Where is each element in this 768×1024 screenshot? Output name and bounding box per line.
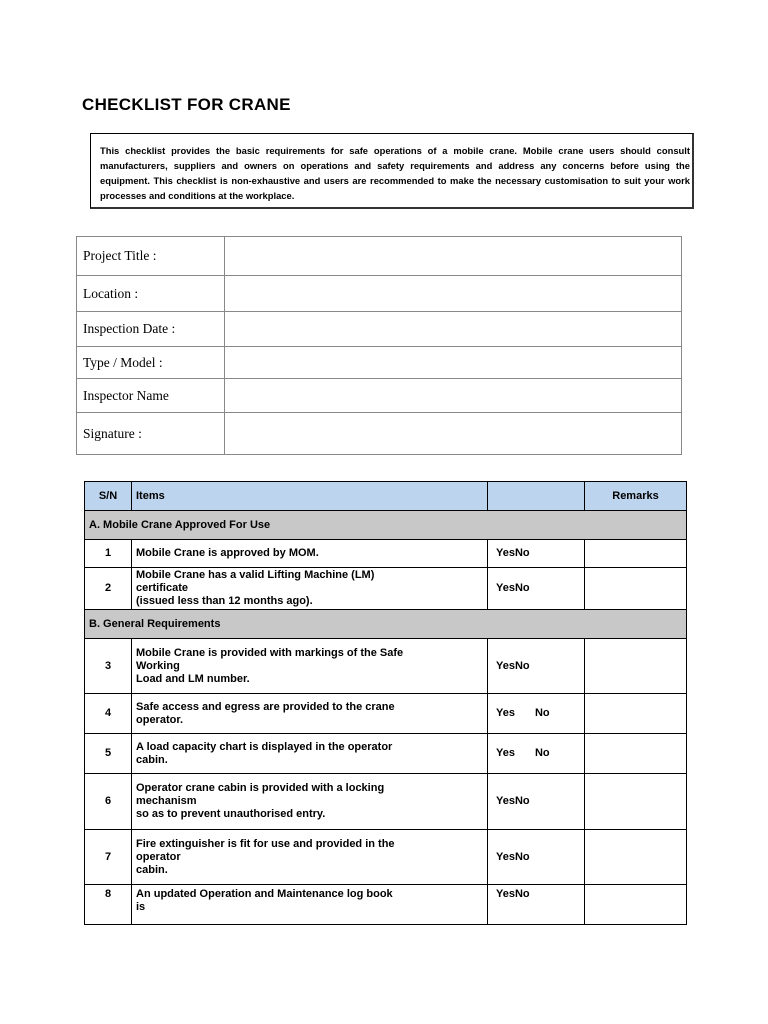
item-line: Fire extinguisher is fit for use and provided in the [136, 837, 395, 850]
row-item [132, 774, 488, 830]
yes-option[interactable]: Yes [496, 547, 515, 559]
info-row-project-title [77, 237, 682, 276]
info-label: Type / Model : [77, 347, 225, 379]
row-item [132, 540, 488, 568]
yes-option[interactable]: Yes [496, 747, 515, 759]
yes-option[interactable]: Yes [496, 582, 515, 594]
yes-option[interactable]: Yes [496, 795, 515, 807]
info-row-signature [77, 413, 682, 455]
checklist-row [85, 885, 687, 925]
no-option[interactable]: No [514, 547, 530, 559]
checklist-row [85, 694, 687, 734]
item-line: Mobile Crane is provided with markings of the Safe [136, 646, 404, 659]
item-line: is [136, 901, 146, 913]
yes-no-cell [488, 568, 585, 610]
no-option[interactable]: No [514, 795, 530, 807]
info-label: Location : [77, 276, 225, 312]
row-number: 8 [85, 885, 132, 925]
remarks-cell[interactable] [585, 885, 687, 925]
item-line: cabin. [136, 753, 168, 766]
item-line: Safe access and egress are provided to the crane [136, 700, 395, 713]
yes-no-cell [488, 540, 585, 568]
type-model-field[interactable] [225, 347, 682, 379]
item-line: cabin. [136, 863, 168, 876]
row-number: 2 [85, 568, 132, 610]
row-item [132, 694, 488, 734]
remarks-cell[interactable] [585, 568, 687, 610]
section-title: B. General Requirements [85, 610, 687, 639]
info-label: Inspector Name [77, 379, 225, 413]
remarks-cell[interactable] [585, 830, 687, 885]
item-line: An updated Operation and Maintenance log book [136, 888, 393, 900]
yes-option[interactable]: Yes [496, 850, 515, 863]
item-line: operator [136, 850, 181, 863]
row-number: 1 [85, 540, 132, 568]
signature-field[interactable] [225, 413, 682, 455]
info-label: Inspection Date : [77, 312, 225, 347]
section-header-a [85, 511, 687, 540]
item-line: mechanism [136, 795, 197, 807]
yes-option[interactable]: Yes [496, 888, 515, 900]
location-field[interactable] [225, 276, 682, 312]
yes-no-cell [488, 774, 585, 830]
item-line: certificate [136, 582, 188, 594]
checklist-table [84, 481, 687, 925]
row-number: 5 [85, 734, 132, 774]
info-row-inspection-date [77, 312, 682, 347]
checklist-row [85, 540, 687, 568]
row-number: 6 [85, 774, 132, 830]
remarks-cell[interactable] [585, 774, 687, 830]
header-sn: S/N [85, 482, 132, 511]
item-line: Working [136, 659, 180, 672]
row-item [132, 568, 488, 610]
header-remarks: Remarks [585, 482, 687, 511]
intro-text: This checklist provides the basic requirements for safe operations of a mobile crane. Mobile crane users should consult manufacturers, suppliers and owners on operations and safety requirements and address any concerns before using the equipment. This checklist is non-exhaustive and users are recommended to make the necessary customisation to suit your work processes and conditions at the workplace. [100, 145, 690, 201]
inspector-name-field[interactable] [225, 379, 682, 413]
no-option[interactable]: No [514, 582, 530, 594]
row-item [132, 885, 488, 925]
item-line: so as to prevent unauthorised entry. [136, 808, 326, 820]
item-line: Operator crane cabin is provided with a locking [136, 782, 385, 794]
remarks-cell[interactable] [585, 639, 687, 694]
item-line: Load and LM number. [136, 672, 250, 685]
yes-option[interactable]: Yes [496, 659, 515, 672]
row-item [132, 830, 488, 885]
checklist-row [85, 734, 687, 774]
remarks-cell[interactable] [585, 694, 687, 734]
no-option[interactable]: No [514, 888, 530, 900]
no-option[interactable]: No [534, 747, 550, 759]
info-row-type-model [77, 347, 682, 379]
item-line: (issued less than 12 months ago). [136, 595, 313, 607]
remarks-cell[interactable] [585, 734, 687, 774]
yes-no-cell [488, 694, 585, 734]
project-title-field[interactable] [225, 237, 682, 276]
inspection-date-field[interactable] [225, 312, 682, 347]
checklist-header-row [85, 482, 687, 511]
header-items: Items [132, 482, 488, 511]
info-label: Project Title : [77, 237, 225, 276]
item-line: A load capacity chart is displayed in the operator [136, 740, 393, 753]
yes-no-cell [488, 639, 585, 694]
item-line: Mobile Crane has a valid Lifting Machine (LM) [136, 569, 375, 581]
row-number: 3 [85, 639, 132, 694]
item-line: Mobile Crane is approved by MOM. [136, 547, 319, 559]
section-title: A. Mobile Crane Approved For Use [85, 511, 687, 540]
row-item [132, 639, 488, 694]
no-option[interactable]: No [534, 707, 550, 719]
checklist-row [85, 639, 687, 694]
checklist-row [85, 830, 687, 885]
remarks-cell[interactable] [585, 540, 687, 568]
no-option[interactable]: No [514, 850, 530, 863]
no-option[interactable]: No [514, 659, 530, 672]
intro-box [90, 133, 694, 209]
row-number: 7 [85, 830, 132, 885]
row-number: 4 [85, 694, 132, 734]
page-title: CHECKLIST FOR CRANE [82, 95, 291, 114]
yes-no-cell [488, 734, 585, 774]
info-label: Signature : [77, 413, 225, 455]
checklist-row [85, 568, 687, 610]
page-bottom-margin [0, 932, 768, 1024]
yes-option[interactable]: Yes [496, 707, 515, 719]
yes-no-cell [488, 885, 585, 925]
yes-no-cell [488, 830, 585, 885]
info-row-location [77, 276, 682, 312]
info-row-inspector-name [77, 379, 682, 413]
item-line: operator. [136, 713, 184, 726]
row-item [132, 734, 488, 774]
checklist-row [85, 774, 687, 830]
section-header-b [85, 610, 687, 639]
header-yes-no [488, 482, 585, 511]
inspection-info-table [76, 236, 682, 455]
